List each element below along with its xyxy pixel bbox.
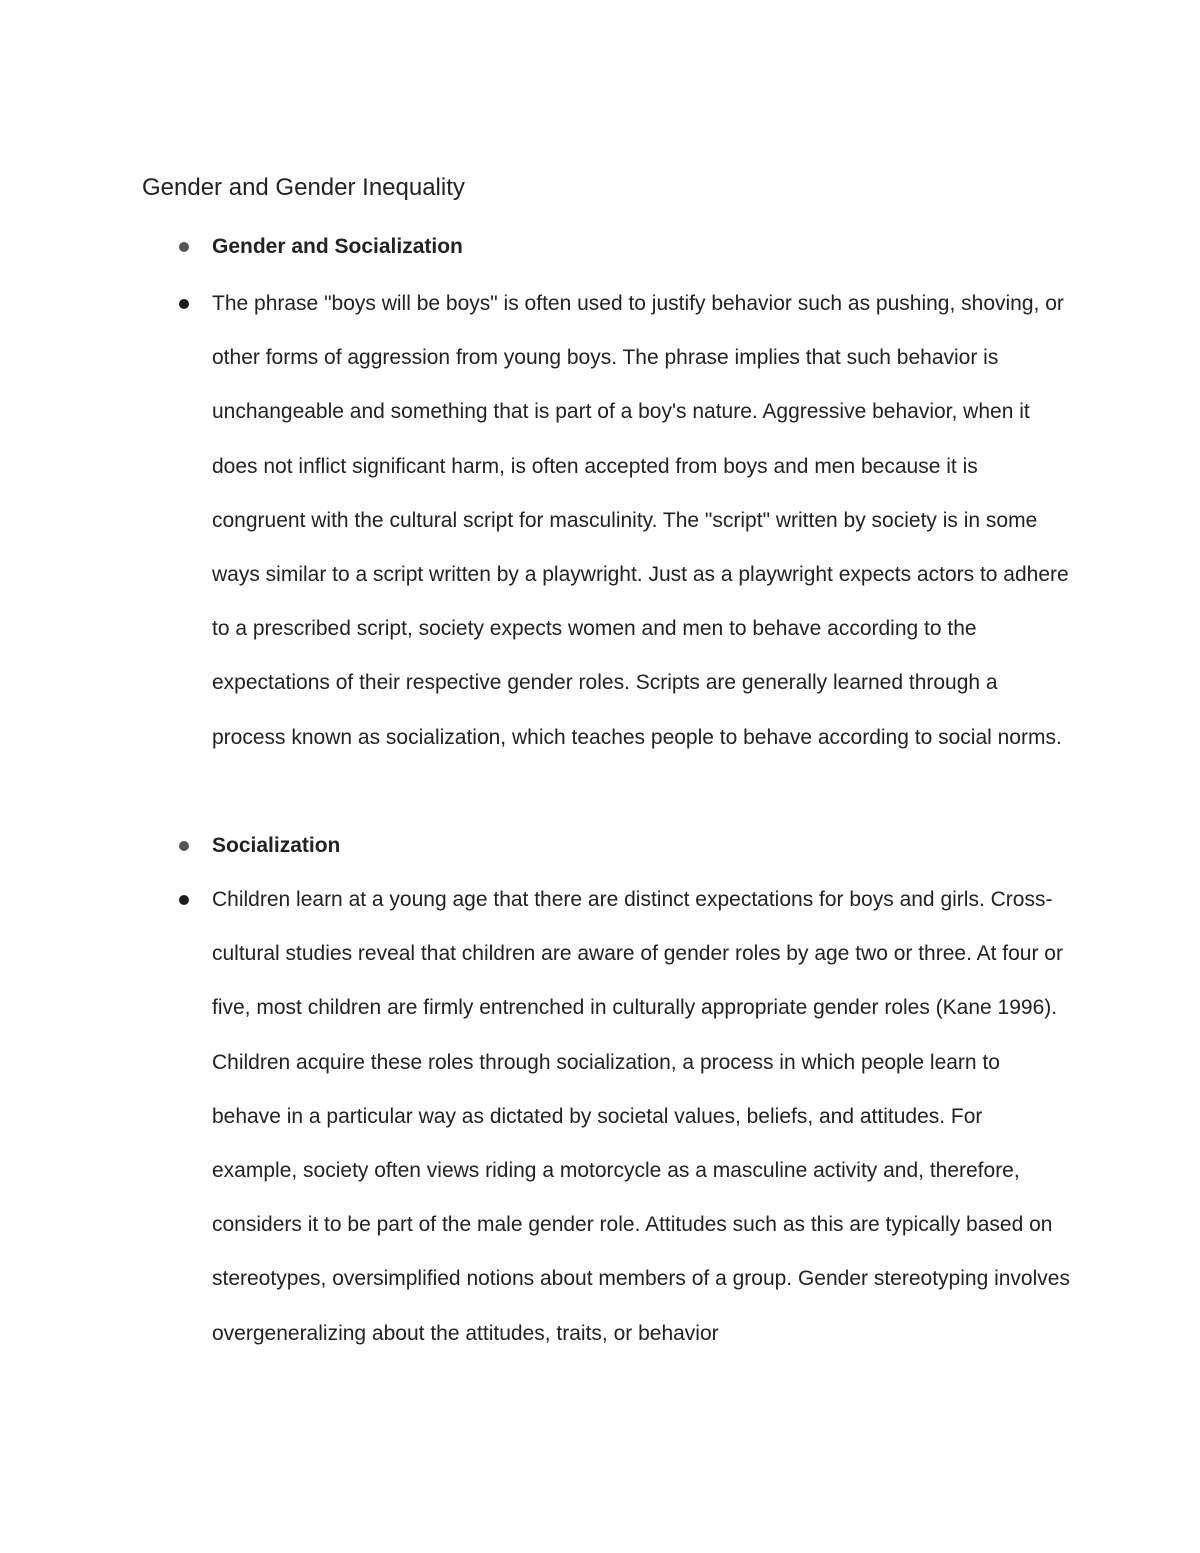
bullet-icon xyxy=(179,299,189,309)
document-title: Gender and Gender Inequality xyxy=(142,174,465,201)
list-item-paragraph xyxy=(212,873,1072,1361)
bullet-icon xyxy=(179,841,189,851)
list-item-heading xyxy=(212,819,1072,873)
bullet-icon xyxy=(179,242,189,252)
paragraph-text: Children learn at a young age that there are distinct expectations for boys and girls. Cross-cultural studies reveal that children are aware of gender roles by age two or three. At four or five, most children are firmly entrenched in culturally appropriate gender roles (Kane 1996). Children acquire these roles through socialization, a process in which people learn to behave in a particular way as dictated by societal values, beliefs, and attitudes. For example, society often views riding a motorcycle as a masculine activity and, therefore, considers it to be part of the male gender role. Attitudes such as this are typically based on stereotypes, oversimplified notions about members of a group. Gender stereotyping involves overgeneralizing about the attitudes, traits, or behavior xyxy=(212,888,1070,1345)
list-item-paragraph xyxy=(212,277,1072,765)
bullet-icon xyxy=(179,895,189,905)
list-item-heading xyxy=(212,220,1072,274)
section-heading: Gender and Socialization xyxy=(212,235,463,258)
paragraph-text: The phrase "boys will be boys" is often used to justify behavior such as pushing, shoving, or other forms of aggression from young boys. The phrase implies that such behavior is unchangeable and something that is part of a boy's nature. Aggressive behavior, when it does not inflict significant harm, is often accepted from boys and men because it is congruent with the cultural script for masculinity. The "script" written by society is in some ways similar to a script written by a playwright. Just as a playwright expects actors to adhere to a prescribed script, society expects women and men to behave according to the expectations of their respective gender roles. Scripts are generally learned through a process known as socialization, which teaches people to behave according to social norms. xyxy=(212,292,1069,749)
section-heading: Socialization xyxy=(212,834,341,857)
